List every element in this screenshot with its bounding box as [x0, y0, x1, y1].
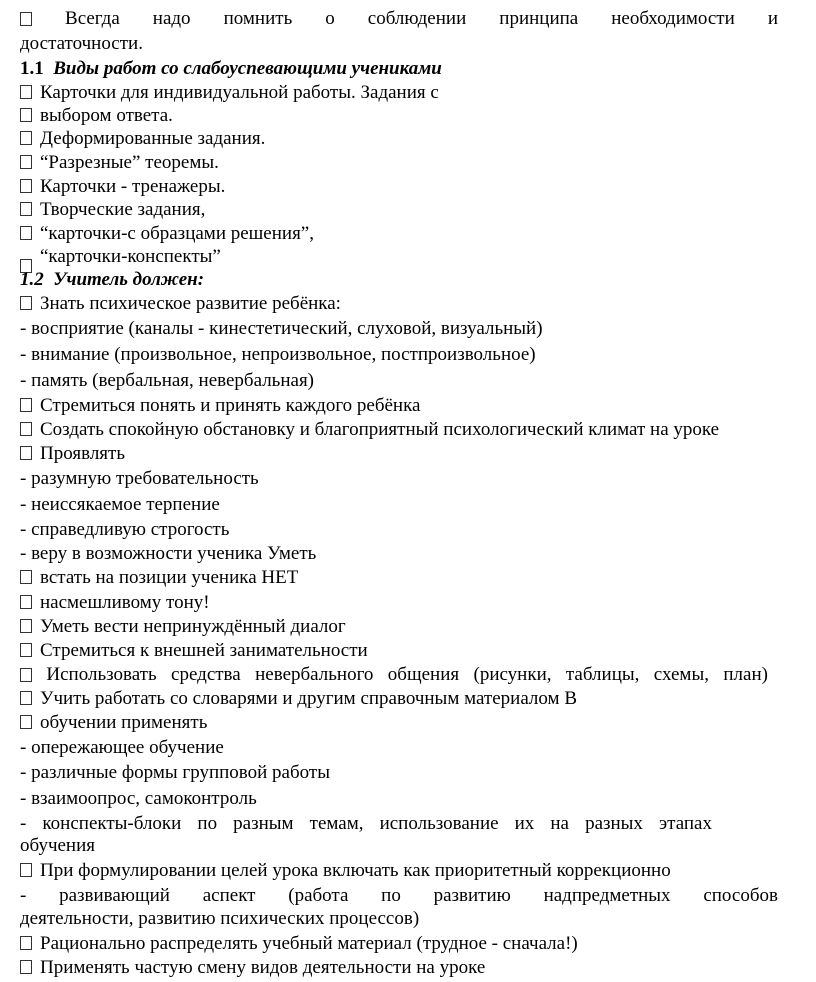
- list-item: “карточки-конспекты”: [40, 246, 221, 267]
- list-item: Карточки - тренажеры.: [20, 176, 225, 198]
- list-item: - взаимоопрос, самоконтроль: [20, 788, 257, 809]
- list-item: Деформированные задания.: [20, 128, 265, 150]
- list-item: выбором ответа.: [20, 105, 173, 127]
- list-item: Проявлять: [20, 443, 125, 465]
- list-item: - опережающее обучение: [20, 737, 224, 758]
- intro-line-1: Всегда надо помнить о соблюдении принципа необходимости и: [20, 8, 778, 30]
- list-item: Рационально распределять учебный материал (трудное - сначала!): [20, 933, 578, 955]
- bullet-icon: [20, 668, 32, 682]
- list-item-justified: - развивающий аспект (работа по развитию надпредметных способов: [20, 885, 778, 906]
- list-item: обучении применять: [20, 712, 207, 734]
- list-item: встать на позиции ученика НЕТ: [20, 567, 298, 589]
- bullet-icon: [20, 179, 32, 193]
- list-item-cont: обучения: [20, 835, 96, 856]
- bullet-icon: [20, 108, 32, 122]
- bullet-icon: [20, 863, 32, 877]
- bullet-icon: [20, 619, 32, 633]
- list-item-cont: деятельности, развитию психических процессов): [20, 908, 420, 929]
- bullet-icon: [20, 936, 32, 950]
- list-item: - веру в возможности ученика Уметь: [20, 543, 317, 564]
- list-item: - разумную требовательность: [20, 468, 259, 489]
- bullet-icon: [20, 570, 32, 584]
- list-item: Создать спокойную обстановку и благоприятный психологический климат на уроке: [20, 419, 719, 441]
- bullet-icon: [20, 960, 32, 974]
- bullet-icon: [20, 85, 32, 99]
- list-item: - внимание (произвольное, непроизвольное, постпроизвольное): [20, 344, 536, 365]
- bullet-icon: [20, 202, 32, 216]
- list-item: - память (вербальная, невербальная): [20, 370, 315, 391]
- list-item: - справедливую строгость: [20, 519, 230, 540]
- list-item: “Разрезные” теоремы.: [20, 152, 219, 174]
- bullet-icon: [20, 643, 32, 657]
- list-item: Учить работать со словарями и другим справочным материалом В: [20, 688, 577, 710]
- bullet-icon: [20, 398, 32, 412]
- bullet-icon: [20, 422, 32, 436]
- list-item: “карточки-с образцами решения”,: [20, 223, 314, 245]
- bullet-icon: [20, 446, 32, 460]
- bullet-icon: [20, 715, 32, 729]
- list-item-justified: - конспекты-блоки по разным темам, использование их на разных этапах: [20, 813, 712, 834]
- bullet-icon: [20, 691, 32, 705]
- section-1-heading: [20, 58, 442, 80]
- bullet-icon: [20, 226, 32, 240]
- list-item: Уметь вести непринуждённый диалог: [20, 616, 346, 638]
- section-2-heading: [20, 269, 204, 291]
- bullet-icon: [20, 12, 32, 26]
- list-item: Знать психическое развитие ребёнка:: [20, 293, 341, 315]
- bullet-icon: [20, 595, 32, 609]
- list-item: - различные формы групповой работы: [20, 762, 330, 783]
- list-item: При формулировании целей урока включать как приоритетный коррекционно: [20, 860, 671, 882]
- section-2-title: Учитель должен:: [53, 269, 205, 290]
- intro-line-2: достаточности.: [20, 33, 143, 54]
- list-item: - восприятие (каналы - кинестетический, слуховой, визуальный): [20, 318, 543, 339]
- section-1-title: Виды работ со слабоуспевающими учениками: [53, 58, 442, 79]
- list-item: Карточки для индивидуальной работы. Задания с: [20, 82, 439, 104]
- list-item: Стремиться понять и принять каждого ребёнка: [20, 395, 420, 417]
- list-item: насмешливому тону!: [20, 592, 210, 614]
- bullet-icon: [20, 296, 32, 310]
- bullet-icon: [20, 131, 32, 145]
- bullet-icon: [20, 155, 32, 169]
- list-item-justified: Использовать средства невербального общения (рисунки, таблицы, схемы, план): [20, 664, 768, 686]
- list-item: Применять частую смену видов деятельности на уроке: [20, 957, 485, 979]
- section-1-number: 1.1: [20, 58, 44, 79]
- list-item: Стремиться к внешней занимательности: [20, 640, 368, 662]
- list-item: - неиссякаемое терпение: [20, 494, 220, 515]
- list-item: Творческие задания,: [20, 199, 205, 221]
- section-2-number: 1.2: [20, 269, 44, 290]
